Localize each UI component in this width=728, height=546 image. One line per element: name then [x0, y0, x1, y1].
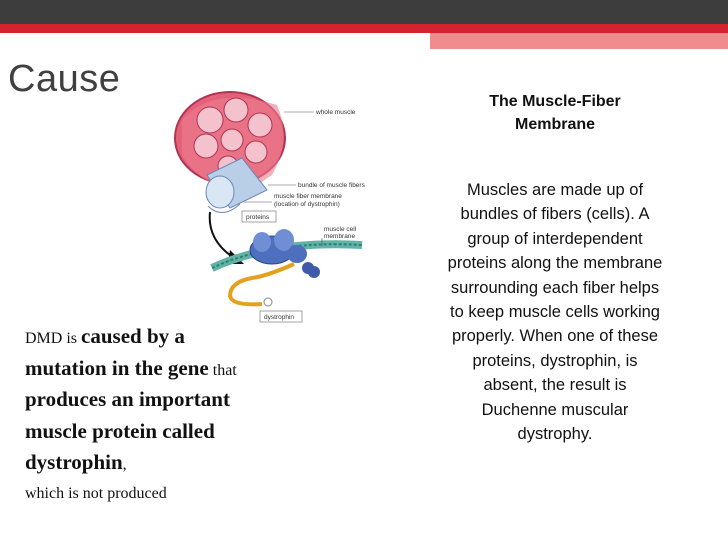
text-caused-by-mutation: caused by a mutation in the gene: [25, 324, 209, 380]
caption-title-line1: The Muscle-Fiber: [489, 93, 621, 110]
text-that: that: [208, 361, 237, 379]
caption-line: Duchenne muscular: [481, 400, 629, 419]
text-not-produced: which is not produced: [25, 484, 167, 502]
text-produces-protein: produces an important muscle protein called dystrophin: [25, 387, 230, 474]
label-membrane-1: muscle fiber membrane: [274, 193, 342, 200]
caption-line: proteins, dystrophin, is: [472, 351, 638, 370]
caption-line: properly. When one of these: [451, 327, 659, 346]
caption-title-line2: Membrane: [514, 116, 596, 133]
label-whole-muscle: whole muscle: [316, 109, 356, 116]
label-bundle: bundle of muscle fibers: [298, 182, 365, 189]
caption-line: absent, the result is: [483, 376, 627, 395]
text-comma: ,: [122, 456, 127, 473]
label-cell-membrane-2: membrane: [324, 233, 356, 240]
caption-title: [440, 90, 670, 136]
slide-title: Cause: [8, 58, 121, 100]
cause-paragraph: [25, 322, 265, 508]
caption-line: Muscles are made up of: [466, 181, 644, 199]
header-pink-accent: [430, 33, 728, 49]
header-red-bar: [0, 24, 728, 33]
caption-line: proteins along the membrane: [447, 254, 663, 273]
label-dystrophin: dystrophin: [264, 314, 294, 321]
label-cell-membrane-1: muscle cell: [324, 226, 357, 233]
header-dark-bar: [0, 0, 728, 24]
caption-line: dystrophy.: [517, 425, 593, 444]
label-membrane-2: (location of dystrophin): [274, 201, 340, 208]
caption-line: bundles of fibers (cells). A: [460, 205, 650, 224]
label-proteins: proteins: [246, 214, 270, 221]
dystrophin-illustration: [230, 264, 294, 306]
caption-line: surrounding each fiber helps: [450, 278, 660, 297]
caption-body: [420, 178, 690, 446]
caption-line: group of interdependent: [467, 229, 643, 248]
text-dmd-is: DMD is: [25, 330, 82, 347]
caption-line: to keep muscle cells working: [449, 303, 660, 322]
muscle-diagram: [172, 80, 372, 325]
